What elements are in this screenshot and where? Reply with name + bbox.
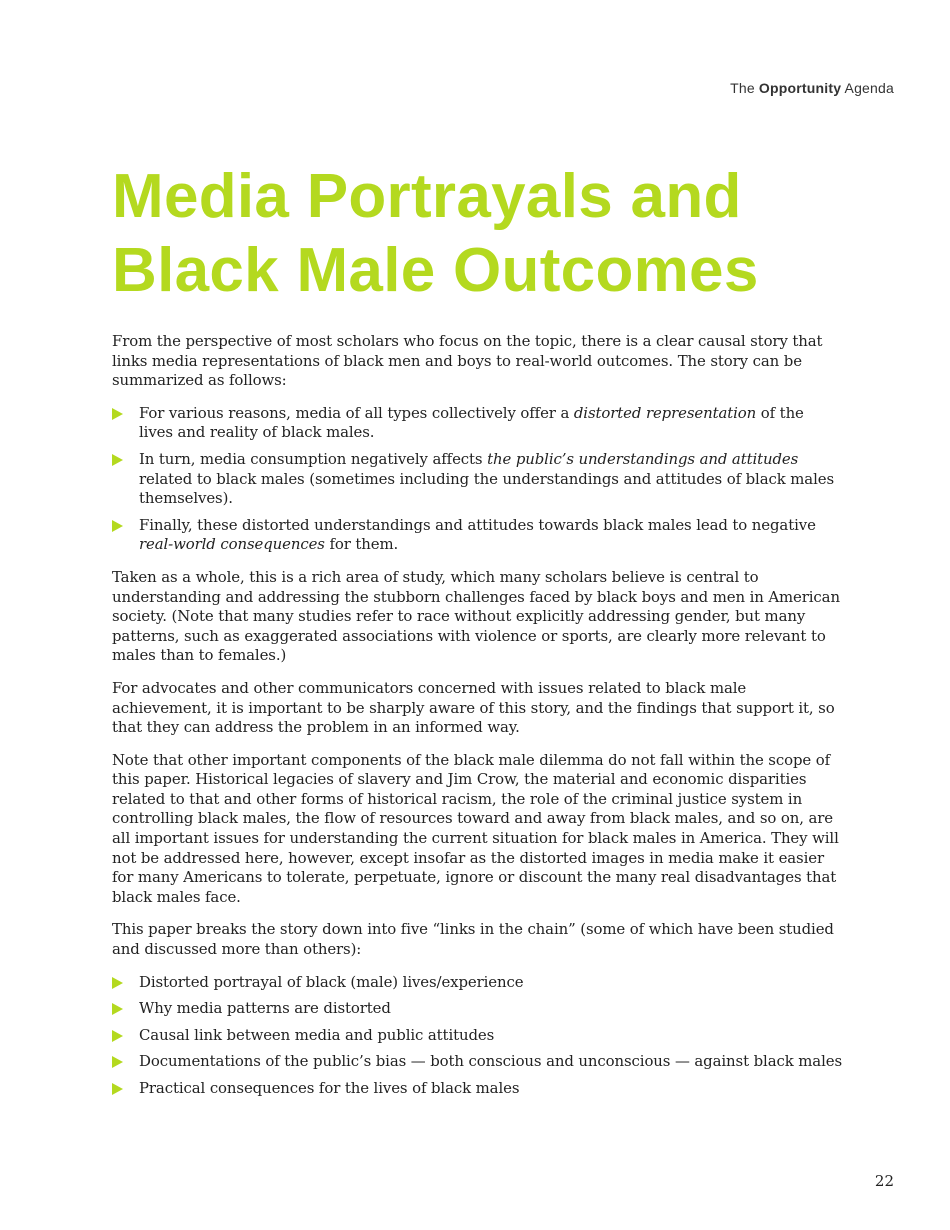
chain-link-item <box>112 1079 842 1099</box>
page-title <box>112 160 842 308</box>
triangle-bullet-icon <box>112 977 123 989</box>
page-content <box>112 160 842 1112</box>
triangle-bullet-icon <box>112 408 123 420</box>
story-bullet-emphasis: distorted representation <box>573 403 757 422</box>
triangle-bullet-icon <box>112 1003 123 1015</box>
page-number: 22 <box>874 1172 894 1190</box>
story-bullet-list <box>112 404 842 555</box>
header-suffix: Agenda <box>844 80 894 96</box>
chain-link-text: Why media patterns are distorted <box>139 999 391 1018</box>
story-bullet-text-after: related to black males (sometimes including the understandings and attitudes of black males themselves). <box>139 469 834 508</box>
story-bullet-text-before: In turn, media consumption negatively affects <box>139 449 488 468</box>
triangle-bullet-icon <box>112 1030 123 1042</box>
story-bullet-emphasis: real-world consequences <box>139 535 325 554</box>
story-bullet-text-after: of the lives and reality of black males. <box>139 403 804 442</box>
chain-link-item <box>112 1026 842 1046</box>
body-paragraph: Taken as a whole, this is a rich area of study, which many scholars believe is central to understanding and addressing the stubborn challenges faced by black boys and men in American society. (Note that many studies refer to race without explicitly addressing gender, but many patterns, such as exaggerated associations with violence or sports, are clearly more relevant to males than to females.) <box>112 567 840 665</box>
chain-link-text: Practical consequences for the lives of black males <box>139 1079 520 1097</box>
body-paragraph: This paper breaks the story down into five “links in the chain” (some of which have been studied and discussed more than others): <box>112 920 834 959</box>
chain-link-text: Distorted portrayal of black (male) lives/experience <box>139 972 524 991</box>
story-bullet-text-before: For various reasons, media of all types collectively offer a <box>139 403 574 422</box>
chain-links-list <box>112 973 842 1099</box>
story-bullet-text-before: Finally, these distorted understandings and attitudes towards black males lead to negative <box>139 515 816 534</box>
header-prefix: The <box>730 80 755 96</box>
chain-link-item <box>112 973 842 993</box>
story-bullet <box>112 404 842 443</box>
chain-link-item <box>112 1052 842 1072</box>
body-paragraph: For advocates and other communicators concerned with issues related to black male achievement, it is important to be sharply aware of this story, and the findings that support it, so that they can address the problem in an informed way. <box>112 678 835 737</box>
title-line-2: Black Male Outcomes <box>112 236 759 305</box>
story-bullet <box>112 450 842 509</box>
story-bullet-text-after: for them. <box>324 535 399 554</box>
title-line-1: Media Portrayals and <box>112 162 742 231</box>
body-paragraph: Note that other important components of the black male dilemma do not fall within the scope of this paper. Historical legacies of slavery and Jim Crow, the material and economic disparities related to that and other forms of historical racism, the role of the criminal justice system in controlling black males, the flow of resources toward and away from black males, and so on, are all important issues for understanding the current situation for black males in America. They will not be addressed here, however, except insofar as the distorted images in media make it easier for many Americans to tolerate, perpetuate, ignore or discount the many real disadvantages that black males face. <box>112 750 839 906</box>
chain-link-text: Documentations of the public’s bias — both conscious and unconscious — against black males <box>139 1052 842 1071</box>
chain-link-item <box>112 999 842 1019</box>
story-bullet-emphasis: the public’s understandings and attitudes <box>487 449 799 468</box>
triangle-bullet-icon <box>112 520 123 532</box>
chain-link-text: Causal link between media and public attitudes <box>139 1025 495 1044</box>
story-bullet <box>112 516 842 555</box>
header-brand: Opportunity <box>758 80 842 96</box>
triangle-bullet-icon <box>112 454 123 466</box>
triangle-bullet-icon <box>112 1083 123 1095</box>
running-header <box>730 80 894 96</box>
triangle-bullet-icon <box>112 1056 123 1068</box>
intro-paragraph: From the perspective of most scholars who focus on the topic, there is a clear causal story that links media representations of black men and boys to real-world outcomes. The story can be summarized as follows: <box>112 332 823 390</box>
